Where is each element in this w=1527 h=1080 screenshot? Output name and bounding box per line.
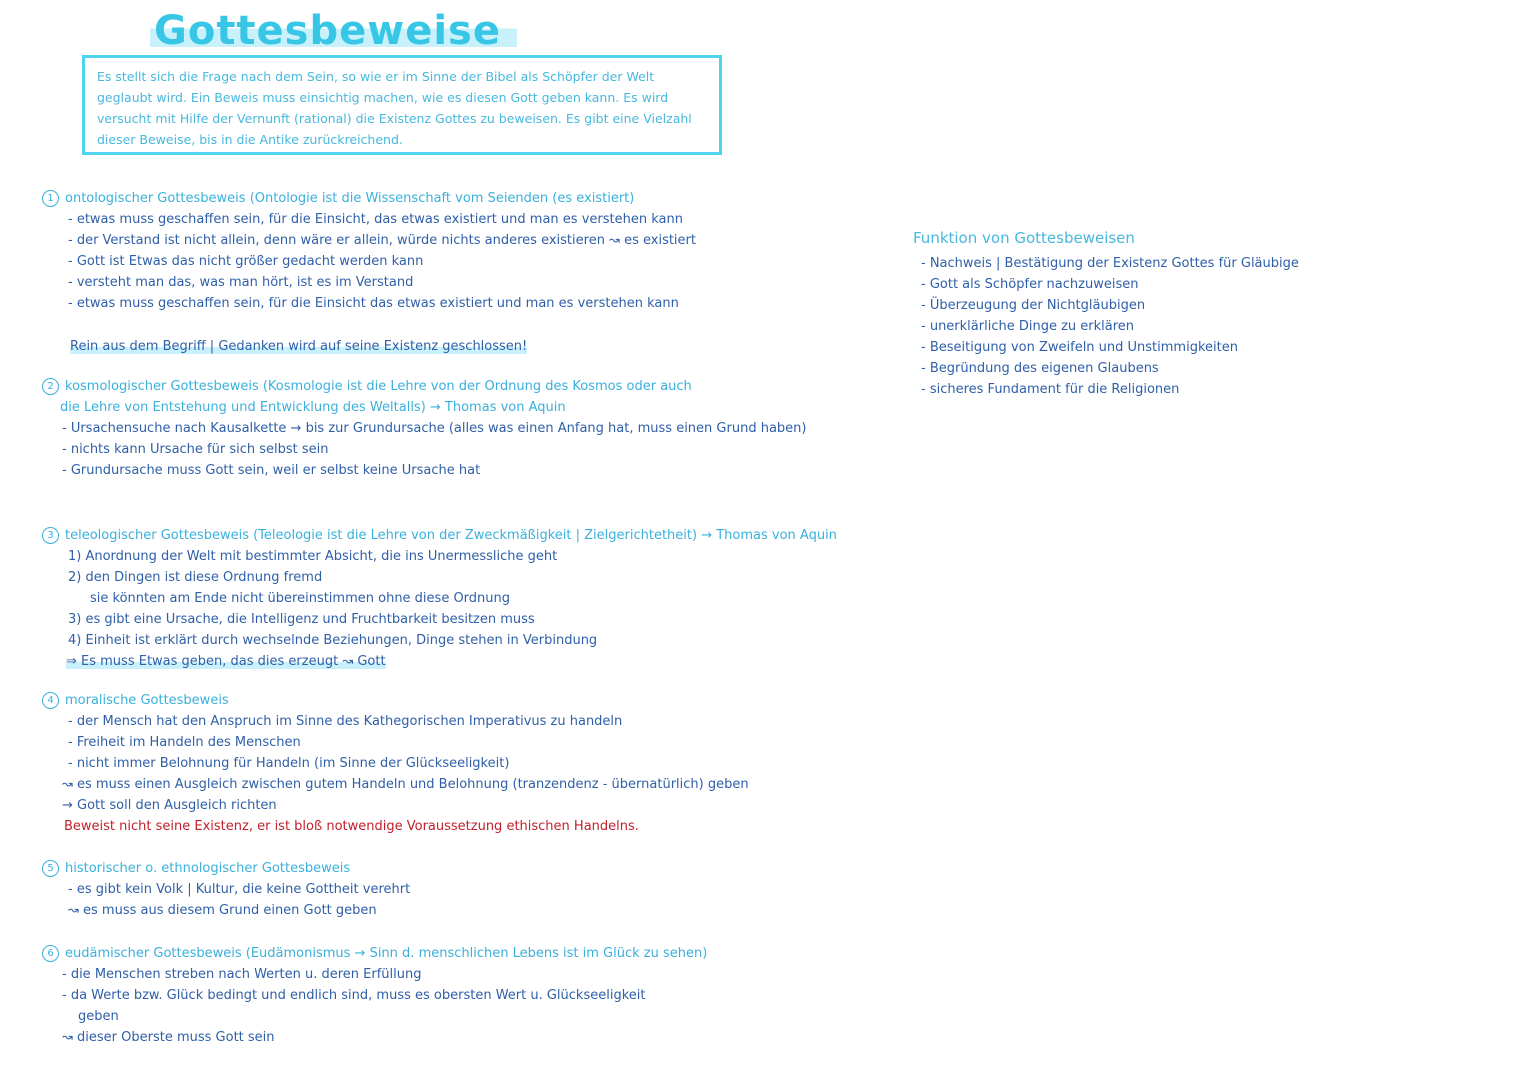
section-heading xyxy=(42,188,696,209)
section-historical xyxy=(42,858,410,921)
side-functions xyxy=(913,228,1299,400)
list-item: - es gibt kein Volk | Kultur, die keine Gottheit verehrt xyxy=(68,882,411,897)
heading-text: moralische Gottesbeweis xyxy=(65,693,229,708)
section-heading xyxy=(42,690,749,711)
list-item: 4) Einheit ist erklärt durch wechselnde Beziehungen, Dinge stehen in Verbindung xyxy=(68,633,598,648)
conclusion-text: ⇒ Es muss Etwas geben, das dies erzeugt ↝ Gott xyxy=(66,654,386,669)
intro-box: Es stellt sich die Frage nach dem Sein, so wie er im Sinne der Bibel als Schöpfer der Welt geglaubt wird. Ein Beweis muss einsichtig machen, wie es diesen Gott geben kann. Es wird versucht mit Hilfe der Vernunft (rational) die Existenz Gottes zu beweisen. Es gibt eine Vielzahl dieser Beweise, bis in die Antike zurückreichend. xyxy=(82,55,722,155)
number-badge: 1 xyxy=(42,190,59,207)
list-item: - nicht immer Belohnung für Handeln (im Sinne der Glückseeligkeit) xyxy=(68,756,510,771)
conclusion xyxy=(42,651,837,672)
list-item: - sicheres Fundament für die Religionen xyxy=(921,382,1180,397)
section-heading xyxy=(42,376,806,397)
conclusion xyxy=(42,336,696,357)
section-moral xyxy=(42,690,749,837)
list-item: - da Werte bzw. Glück bedingt und endlich sind, muss es obersten Wert u. Glückseeligkeit xyxy=(62,988,646,1003)
heading-text: ontologischer Gottesbeweis (Ontologie ist die Wissenschaft vom Seienden (es existiert) xyxy=(65,191,635,206)
heading-text: teleologischer Gottesbeweis (Teleologie ist die Lehre von der Zweckmäßigkeit | Zielgerichtetheit) → Thomas von Aquin xyxy=(65,528,837,543)
list-item: - etwas muss geschaffen sein, für die Einsicht das etwas existiert und man es verstehen kann xyxy=(68,296,679,311)
list-item: - nichts kann Ursache für sich selbst sein xyxy=(62,442,329,457)
heading-text: eudämischer Gottesbeweis (Eudämonismus → Sinn d. menschlichen Lebens ist im Glück zu sehen) xyxy=(65,946,708,961)
list-item: - Ursachensuche nach Kausalkette → bis zur Grundursache (alles was einen Anfang hat, muss einen Grund haben) xyxy=(62,421,807,436)
list-item: 3) es gibt eine Ursache, die Intelligenz und Fruchtbarkeit besitzen muss xyxy=(68,612,535,627)
list-item: sie könnten am Ende nicht übereinstimmen ohne diese Ordnung xyxy=(90,591,511,606)
list-item: ↝ dieser Oberste muss Gott sein xyxy=(62,1030,275,1045)
list-item: 1) Anordnung der Welt mit bestimmter Absicht, die ins Unermessliche geht xyxy=(68,549,558,564)
number-badge: 2 xyxy=(42,378,59,395)
number-badge: 5 xyxy=(42,860,59,877)
section-cosmological xyxy=(42,376,806,481)
list-item: geben xyxy=(78,1009,119,1024)
page-title: Gottesbeweise xyxy=(150,8,517,54)
list-item: - Gott als Schöpfer nachzuweisen xyxy=(921,277,1139,292)
heading-text: kosmologischer Gottesbeweis (Kosmologie ist die Lehre von der Ordnung des Kosmos oder auch xyxy=(65,379,692,394)
list-item: - Gott ist Etwas das nicht größer gedacht werden kann xyxy=(68,254,424,269)
list-item: ↝ es muss aus diesem Grund einen Gott geben xyxy=(68,903,377,918)
section-teleological xyxy=(42,525,837,672)
section-heading xyxy=(42,525,837,546)
list-item: 2) den Dingen ist diese Ordnung fremd xyxy=(68,570,323,585)
list-item: - etwas muss geschaffen sein, für die Einsicht, das etwas existiert und man es verstehen kann xyxy=(68,212,683,227)
number-badge: 4 xyxy=(42,692,59,709)
number-badge: 3 xyxy=(42,527,59,544)
list-item: ↝ es muss einen Ausgleich zwischen gutem Handeln und Belohnung (tranzendenz - übernatürlich) geben xyxy=(62,777,749,792)
number-badge: 6 xyxy=(42,945,59,962)
heading-continuation: die Lehre von Entstehung und Entwicklung des Weltalls) → Thomas von Aquin xyxy=(60,400,566,415)
section-eudaemonic xyxy=(42,943,707,1048)
list-item: - Begründung des eigenen Glaubens xyxy=(921,361,1159,376)
section-heading xyxy=(42,858,410,879)
note-red: Beweist nicht seine Existenz, er ist bloß notwendige Voraussetzung ethischen Handelns. xyxy=(64,819,639,834)
list-item: → Gott soll den Ausgleich richten xyxy=(62,798,277,813)
list-item: - der Mensch hat den Anspruch im Sinne des Kathegorischen Imperativus zu handeln xyxy=(68,714,623,729)
heading-text: historischer o. ethnologischer Gottesbeweis xyxy=(65,861,351,876)
conclusion-text: Rein aus dem Begriff | Gedanken wird auf seine Existenz geschlossen! xyxy=(70,339,528,354)
section-ontological xyxy=(42,188,696,357)
list-item: - Beseitigung von Zweifeln und Unstimmigkeiten xyxy=(921,340,1238,355)
list-item: - der Verstand ist nicht allein, denn wäre er allein, würde nichts anderes existieren ↝ es existiert xyxy=(68,233,696,248)
section-heading xyxy=(42,943,707,964)
list-item: - Freiheit im Handeln des Menschen xyxy=(68,735,301,750)
list-item: - die Menschen streben nach Werten u. deren Erfüllung xyxy=(62,967,422,982)
list-item: - unerklärliche Dinge zu erklären xyxy=(921,319,1135,334)
list-item: - Grundursache muss Gott sein, weil er selbst keine Ursache hat xyxy=(62,463,481,478)
list-item: - Nachweis | Bestätigung der Existenz Gottes für Gläubige xyxy=(921,256,1299,271)
side-heading: Funktion von Gottesbeweisen xyxy=(913,229,1135,247)
list-item: - versteht man das, was man hört, ist es im Verstand xyxy=(68,275,414,290)
list-item: - Überzeugung der Nichtgläubigen xyxy=(921,298,1146,313)
